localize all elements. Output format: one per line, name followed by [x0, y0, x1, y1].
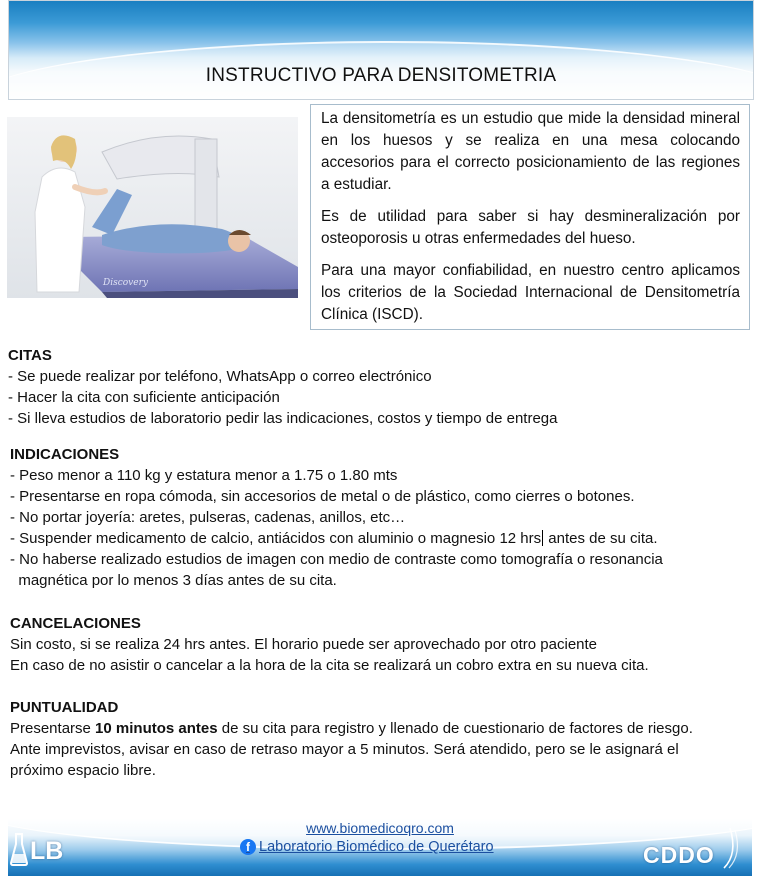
citas-item: - Si lleva estudios de laboratorio pedir las indicaciones, costos y tiempo de entrega — [8, 410, 558, 427]
page-header — [8, 0, 754, 100]
website-link[interactable]: www.biomedicoqro.com — [306, 820, 454, 836]
citas-item: - Hacer la cita con suficiente anticipación — [8, 389, 280, 406]
indicaciones-item: - No portar joyería: aretes, pulseras, cadenas, anillos, etc… — [10, 509, 406, 526]
indicaciones-item-4-text: - Suspender medicamento de calcio, antiácidos con aluminio o magnesio 12 hrs — [10, 530, 542, 547]
page-title: INSTRUCTIVO PARA DENSITOMETRIA — [205, 65, 557, 86]
cddo-logo: CDDO — [643, 842, 715, 868]
indicaciones-item-continuation: magnética por lo menos 3 días antes de su cita. — [10, 572, 337, 589]
densitometry-illustration — [7, 117, 298, 298]
puntualidad-paragraph-1 — [10, 718, 720, 739]
cancelaciones-line: En caso de no asistir o cancelar a la hora de la cita se realizará un cobro extra en su nueva cita. — [10, 657, 649, 674]
puntualidad-text: Presentarse — [10, 720, 96, 737]
cancelaciones-line: Sin costo, si se realiza 24 hrs antes. El horario puede ser aprovechado por otro paciente — [10, 636, 598, 653]
indicaciones-item: - Peso menor a 110 kg y estatura menor a 1.75 o 1.80 mts — [10, 467, 398, 484]
densitometry-photo — [7, 117, 298, 298]
indicaciones-section — [10, 444, 755, 591]
machine-label: Discovery — [103, 278, 148, 288]
cancelaciones-title: CANCELACIONES — [10, 615, 141, 632]
intro-paragraph-2: Es de utilidad para saber si hay desmineralización por osteoporosis u otras enfermedades del hueso. — [321, 208, 740, 247]
puntualidad-paragraph-2: Ante imprevistos, avisar en caso de retraso mayor a 5 minutos. Será atendido, pero se le asignará el próximo espacio libre. — [10, 741, 679, 779]
flask-icon — [10, 832, 28, 866]
intro-box — [310, 104, 750, 330]
puntualidad-section — [10, 697, 720, 781]
intro-paragraph-3: Para una mayor confiabilidad, en nuestro centro aplicamos los criterios de la Sociedad Internacional de Densitometría Clínica (ISCD). — [321, 262, 740, 323]
citas-title: CITAS — [8, 347, 52, 364]
indicaciones-title: INDICACIONES — [10, 446, 120, 463]
puntualidad-text: de su cita para registro y llenado de cuestionario de factores de riesgo. — [217, 720, 693, 737]
cancelaciones-section — [10, 613, 755, 676]
indicaciones-item-4-tail: antes de su cita. — [544, 530, 658, 547]
intro-paragraph-1: La densitometría es un estudio que mide la densidad mineral en los huesos y se realiza en una mesa colocando accesorios para el correcto posicionamiento de las regiones a estudiar. — [321, 110, 740, 193]
puntualidad-bold-text: 10 minutos antes — [95, 720, 218, 737]
facebook-icon: f — [240, 839, 256, 855]
facebook-link[interactable] — [240, 837, 494, 857]
cddo-mark-icon — [720, 824, 744, 872]
page-footer — [8, 818, 752, 876]
indicaciones-item: - Presentarse en ropa cómoda, sin accesorios de metal o de plástico, como cierres o botones. — [10, 488, 635, 505]
indicaciones-item: - No haberse realizado estudios de imagen con medio de contraste como tomografía o resonancia — [10, 551, 663, 568]
puntualidad-title: PUNTUALIDAD — [10, 699, 119, 716]
indicaciones-item — [10, 528, 755, 549]
citas-item: - Se puede realizar por teléfono, WhatsApp o correo electrónico — [8, 368, 432, 385]
facebook-page-name: Laboratorio Biomédico de Querétaro — [259, 839, 494, 855]
text-cursor — [542, 530, 543, 546]
lb-logo-text: LB — [30, 837, 64, 865]
citas-section — [8, 345, 753, 429]
